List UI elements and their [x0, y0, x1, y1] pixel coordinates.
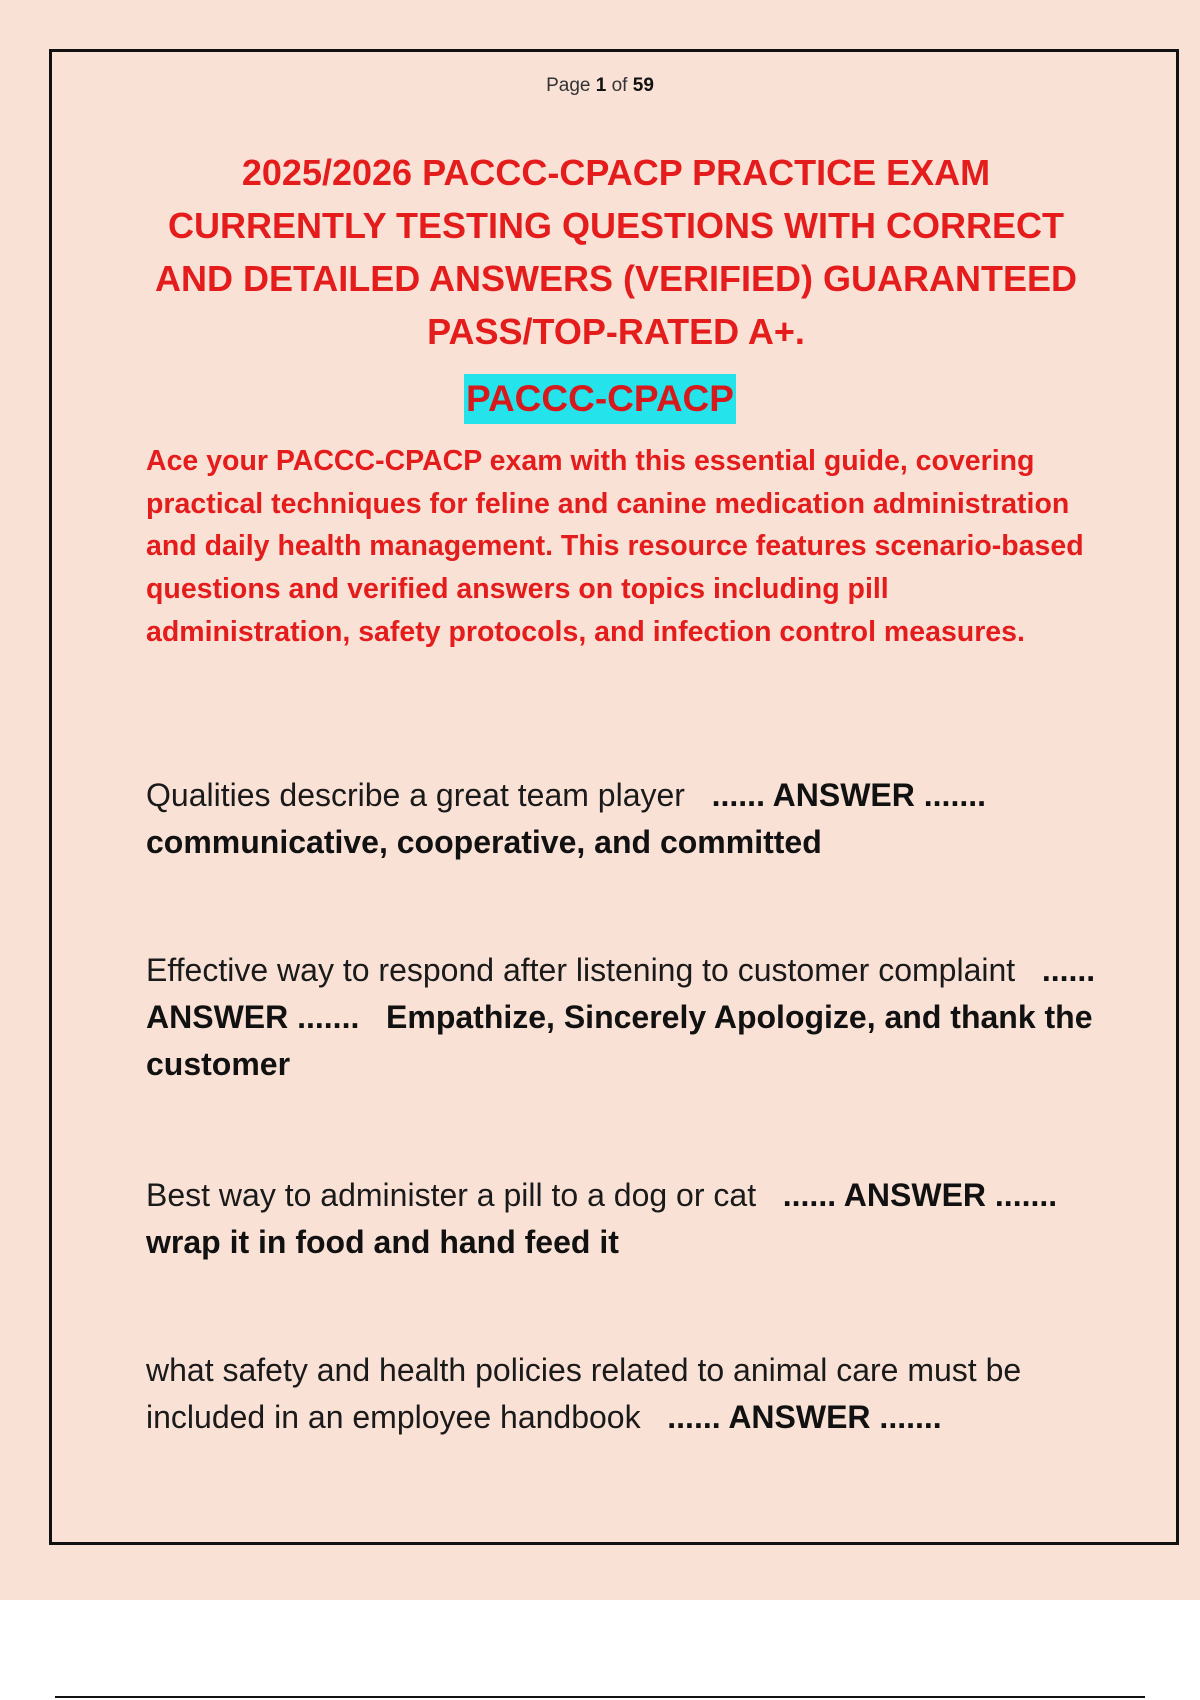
- answer-separator: ...... ANSWER .......: [667, 1399, 942, 1435]
- page-number: [0, 75, 1200, 97]
- answer-text: communicative, cooperative, and committed: [146, 824, 822, 860]
- answer-text: wrap it in food and hand feed it: [146, 1224, 619, 1260]
- answer-separator: ...... ANSWER .......: [782, 1177, 1058, 1213]
- subject-highlight: PACCC-CPACP: [464, 374, 736, 424]
- qa-item: [146, 947, 1096, 1088]
- current-page: 1: [595, 75, 607, 96]
- subject-heading: [0, 374, 1200, 424]
- intro-paragraph: Ace your PACCC-CPACP exam with this essential guide, covering practical techniques for feline and canine medication administration and daily health management. This resource features scenario-based questions and verified answers on topics including pill administration, safety protocols, and infection control measures.: [146, 445, 1084, 648]
- question-text: what safety and health policies related to animal care must be included in an employee handbook: [146, 1352, 1022, 1435]
- answer-separator: ...... ANSWER .......: [711, 777, 986, 813]
- document-title: 2025/2026 PACCC-CPACP PRACTICE EXAM CURRENTLY TESTING QUESTIONS WITH CORRECT AND DETAILED ANSWERS (VERIFIED) GUARANTEED PASS/TOP-RATED A+.: [154, 152, 1077, 352]
- footer-divider: [55, 1696, 1145, 1698]
- answer-text: Empathize, Sincerely Apologize, and thank the customer: [146, 999, 1093, 1082]
- qa-item: [146, 1172, 1096, 1266]
- qa-item: [146, 1347, 1096, 1441]
- answer-separator: ...... ANSWER .......: [146, 952, 1096, 1035]
- question-text: Effective way to respond after listening to customer complaint: [146, 952, 1016, 988]
- total-pages: 59: [632, 75, 654, 96]
- page-label: Page: [546, 75, 591, 96]
- page-of-label: of: [611, 75, 628, 96]
- question-text: Qualities describe a great team player: [146, 777, 685, 813]
- question-text: Best way to administer a pill to a dog or cat: [146, 1177, 757, 1213]
- qa-item: [146, 772, 1096, 866]
